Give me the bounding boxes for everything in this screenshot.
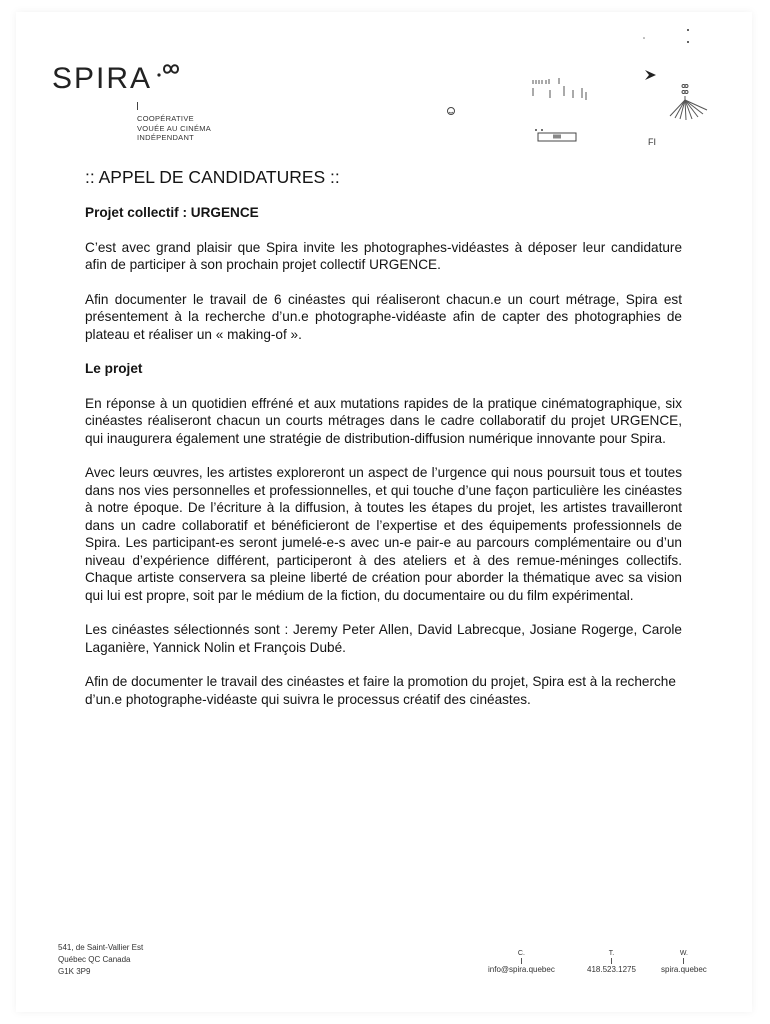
section-paragraph: Avec leurs œuvres, les artistes exploreront un aspect de l’urgence qui nous poursuit tous et toutes dans nos vies personnelles et professionnelles, et qui touche d’une façon particulière les cinéastes à notre époque. De l’écriture à la diffusion, à toutes les étapes du projet, les artistes travailleront dans un cadre collaboratif et bénéficieront de l’expertise et des équipements professionnels de Spira. Les participant-es seront jumelé-e-s avec un-e pair-e au parcours complémentaire ou d’un niveau d’expérience différent, participeront à des ateliers et à des remue-méninges collectifs. Chaque artiste conservera sa pleine liberté de création pour aborder la thématique avec sa vision qui lui est propre, soit par le médium de la fiction, du documentaire ou du film expérimental. bbox=[85, 465, 682, 603]
address-line: Québec QC Canada bbox=[58, 955, 131, 964]
play-arrow-icon bbox=[645, 70, 656, 80]
footer-web bbox=[661, 950, 707, 975]
document-page bbox=[16, 12, 752, 1012]
web-key: W. bbox=[679, 950, 688, 957]
barcode-marks bbox=[533, 78, 586, 100]
intro-paragraph: Afin documenter le travail de 6 cinéastes qui réaliseront chacun.e un court métrage, Spira est présentement à la recherche d’un.e photographe-vidéaste afin de capter des photographies de plateau et réaliser un « making-of ». bbox=[85, 291, 682, 342]
tagline-line: COOPÉRATIVE bbox=[137, 114, 194, 123]
phone-key: T. bbox=[608, 950, 615, 957]
header-decorations bbox=[16, 12, 752, 162]
email-key: C. bbox=[517, 950, 525, 957]
email-link[interactable]: info@spira.quebec bbox=[488, 965, 555, 974]
logo-text: SPIRA bbox=[52, 62, 153, 95]
address-line: G1K 3P9 bbox=[58, 967, 91, 976]
tick-mark bbox=[683, 958, 684, 964]
footer-email bbox=[488, 950, 555, 975]
smiley-icon bbox=[448, 108, 455, 115]
section-paragraph: Les cinéastes sélectionnés sont : Jeremy Peter Allen, David Labrecque, Josiane Rogerge, Carole Laganière, Yannick Nolin et François Dubé. bbox=[85, 622, 682, 655]
stacked-infinity-icon bbox=[682, 85, 688, 101]
footer-phone bbox=[587, 950, 636, 975]
intro-paragraph: C’est avec grand plaisir que Spira invite les photographes-vidéastes à déposer leur candidature afin de participer à son prochain projet collectif URGENCE. bbox=[85, 239, 682, 272]
address-line: 541, de Saint-Vallier Est bbox=[58, 943, 144, 952]
tick-mark bbox=[521, 958, 522, 964]
section-paragraph: Afin de documenter le travail des cinéastes et faire la promotion du projet, Spira est à la recherche d’un.e photographe-vidéaste qui suivra le processus créatif des cinéastes. bbox=[85, 674, 676, 707]
document-body bbox=[85, 166, 682, 725]
phone-link[interactable]: 418.523.1275 bbox=[587, 965, 636, 974]
footer-address bbox=[58, 942, 143, 978]
tagline-line: VOUÉE AU CINÉMA bbox=[137, 123, 212, 133]
tagline-line: INDÉPENDANT bbox=[137, 133, 195, 142]
film-strip-icon bbox=[535, 129, 576, 141]
web-link[interactable]: spira.quebec bbox=[661, 965, 707, 974]
tick-mark bbox=[611, 958, 612, 964]
light-rays-icon bbox=[670, 100, 707, 120]
side-label: FI bbox=[648, 137, 656, 147]
section-heading: Le projet bbox=[85, 361, 143, 376]
project-subtitle: Projet collectif : URGENCE bbox=[85, 205, 259, 220]
page-title: :: APPEL DE CANDIDATURES :: bbox=[85, 167, 340, 187]
section-paragraph: En réponse à un quotidien effréné et aux mutations rapides de la pratique cinématographique, six cinéastes réaliseront chacun un courts métrages dans le cadre collaboratif du projet URGENCE, qui inaugurera également une stratégie de distribution-diffusion numérique innovante pour Spira. bbox=[85, 395, 682, 446]
